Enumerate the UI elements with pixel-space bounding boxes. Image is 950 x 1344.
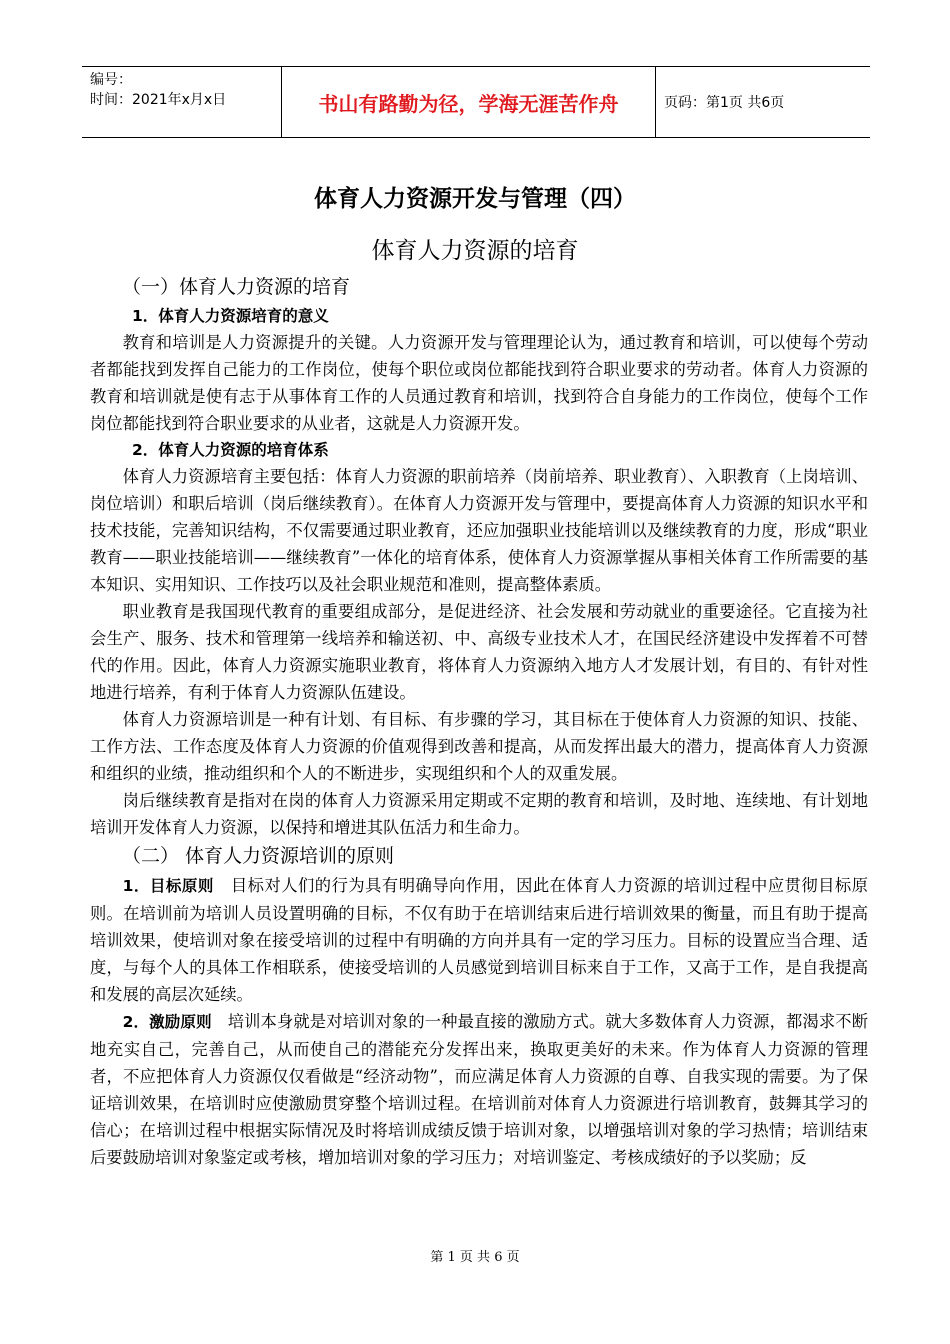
document-title: 体育人力资源开发与管理（四） — [314, 186, 636, 212]
header-page-number: 页码：第1页 共6页 — [664, 95, 785, 111]
page-footer: 第 1 页 共 6 页 — [430, 1250, 520, 1265]
paragraph — [90, 1008, 868, 1171]
paragraph: 体育人力资源培育主要包括：体育人力资源的职前培养（岗前培养、职业教育）、入职教育（上岗培训、岗位培训）和职后培训（岗后继续教育）。在体育人力资源开发与管理中，要提高体育人力资源的知识水平和技术技能，完善知识结构，不仅需要通过职业教育，还应加强职业技能培训以及继续教育的力度，形成“职业教育——职业技能培训——继续教育”一体化的培育体系，使体育人力资源掌握从事相关体育工作所需要的基本知识、实用知识、工作技巧以及社会职业规范和准则，提高整体素质。 — [90, 467, 868, 594]
header-motto: 书山有路勤为径，学海无涯苦作舟 — [282, 67, 656, 137]
subsection-heading: 1．体育人力资源培育的意义 — [132, 307, 329, 325]
paragraph: 岗后继续教育是指对在岗的体育人力资源采用定期或不定期的教育和培训，及时地、连续地、有计划地培训开发体育人力资源，以保持和增进其队伍活力和生命力。 — [90, 791, 868, 837]
paragraph: 体育人力资源培训是一种有计划、有目标、有步骤的学习，其目标在于使体育人力资源的知识、技能、工作方法、工作态度及体育人力资源的价值观得到改善和提高，从而发挥出最大的潜力，提高体育人力资源和组织的业绩，推动组织和个人的不断进步，实现组织和个人的双重发展。 — [90, 710, 868, 783]
date-label: 时间：2021年x月x日 — [90, 92, 227, 108]
principle-text: 目标对人们的行为具有明确导向作用，因此在体育人力资源的培训过程中应贯彻目标原则。在培训前为培训人员设置明确的目标，不仅有助于在培训结束后进行培训效果的衡量，而且有助于提高培训效果，使培训对象在接受培训的过程中有明确的方向并具有一定的学习压力。目标的设置应当合理、适度，与每个人的具体工作相联系，使接受培训的人员感觉到培训目标来自于工作，又高于工作，是自我提高和发展的高层次延续。 — [90, 876, 868, 1004]
document-body — [90, 272, 868, 1171]
principle-lead: 2．激励原则 — [122, 1013, 212, 1031]
principle-lead: 1．目标原则 — [122, 877, 214, 895]
principle-text: 培训本身就是对培训对象的一种最直接的激励方式。就大多数体育人力资源，都渴求不断地充实自己，完善自己，从而使自己的潜能充分发挥出来，换取更美好的未来。作为体育人力资源的管理者，不应把体育人力资源仅仅看做是“经济动物”，而应满足体育人力资源的自尊、自我实现的需要。为了保证培训效果，在培训时应使激励贯穿整个培训过程。在培训前对体育人力资源进行培训教育，鼓舞其学习的信心；在培训过程中根据实际情况及时将培训成绩反馈于培训对象，以增强培训对象的学习热情；培训结束后要鼓励培训对象鉴定或考核，增加培训对象的学习压力；对培训鉴定、考核成绩好的予以奖励；反 — [90, 1012, 868, 1167]
subsection-heading: 2．体育人力资源的培育体系 — [132, 441, 329, 459]
section-heading: （一）体育人力资源的培育 — [122, 276, 351, 298]
paragraph: 职业教育是我国现代教育的重要组成部分，是促进经济、社会发展和劳动就业的重要途径。它直接为社会生产、服务、技术和管理第一线培养和输送初、中、高级专业技术人才，在国民经济建设中发挥着不可替代的作用。因此，体育人力资源实施职业教育，将体育人力资源纳入地方人才发展计划，有目的、有针对性地进行培养，有利于体育人力资源队伍建设。 — [90, 602, 868, 702]
section-heading: （二） 体育人力资源培训的原则 — [122, 845, 395, 867]
serial-number-label: 编号： — [90, 72, 132, 88]
header-table — [82, 66, 870, 138]
header-meta-cell — [82, 67, 282, 137]
paragraph — [90, 872, 868, 1008]
paragraph: 教育和培训是人力资源提升的关键。人力资源开发与管理理论认为，通过教育和培训，可以使每个劳动者都能找到发挥自己能力的工作岗位，使每个职位或岗位都能找到符合职业要求的劳动者。体育人力资源的教育和培训就是使有志于从事体育工作的人员通过教育和培训，找到符合自身能力的工作岗位，使每个工作岗位都能找到符合职业要求的从业者，这就是人力资源开发。 — [90, 333, 868, 433]
document-subtitle: 体育人力资源的培育 — [371, 238, 579, 264]
